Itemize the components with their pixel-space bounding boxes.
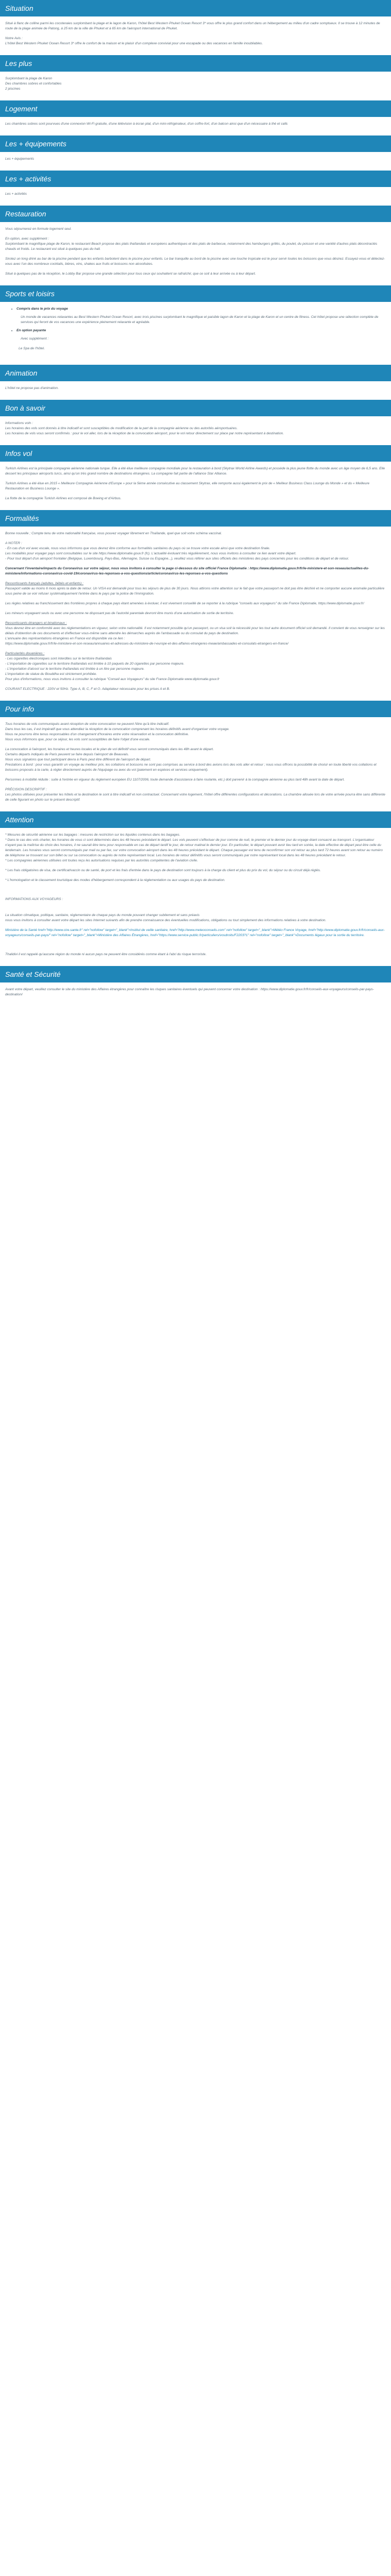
product-description [0, 0, 391, 1006]
formalites-borders: Les règles relatives au franchissement des frontières propres à chaque pays étant amenées à évoluer, il est vivement conseillé de se reporter à la rubrique "conseils aux voyageurs" du site France Diplomatie, https://www.diplomatie.gouv.fr/ [5, 602, 364, 605]
section-title-infos-vol: Infos vol [0, 445, 391, 462]
formalites-customs: Particularités douanières : - Les cigarettes électroniques sont interdites sur le territoire thaïlandais - L'importation de cigarettes sur le territoire thaïlandais est limitée à 10 paquets de 20 cigarettes par personne majeure. - L'importation d'alcool sur le territoire thaïlandais est limitée à un litre par personne majeure. L'importation de statue du Bouddha est strictement prohibée. Pour plus d'informations, nous vous invitons à consulter la rubrique "Conseil aux Voyageurs" du site France Diplomatie www.diplomatie.gouv.fr [5, 652, 220, 681]
formalites-french: Ressortissants français (adultes, bébés et enfants) : Passeport valide au moins 6 mois après la date de retour. Un VISA est demandé pour tous les séjours de plus de 30 jours. Nous attirons votre attention sur le fait que votre passeport ne doit pas être déchiré et ne comporter aucune anomalie particulière sous peine de se voir refuser systématiquement l'entrée dans le pays par la police de l'immigration. [5, 582, 385, 596]
logement-text: Les chambres sobres sont pourvues d'une connexion Wi-Fi gratuite, d'une télévision à écran plat, d'un mini-réfrigérateur, d'un coffre-fort, d'un balcon ainsi que d'un nécessaire à thé et café. [5, 122, 288, 126]
section-body-restauration [0, 222, 391, 285]
section-body-infos-vol [0, 462, 391, 510]
infos-vol-awards: Turkish Airlines a été élue en 2015 « Meilleure Compagnie Aérienne d'Europe » pour la 5ème année consécutive au classement Skytrax, elle remporte aussi également le prix de « Meilleur Business Class Lounge du Monde » et du « Meilleure Restauration en Business Lounge ». [5, 482, 370, 490]
section-body-formalites [0, 527, 391, 701]
section-body-activites [0, 187, 391, 206]
sports-paid-title: En option payante [17, 329, 46, 332]
section-title-animation: Animation [0, 365, 391, 381]
attention-fees: * Les frais obligatoires de visa, de certificat/vaccin ou de santé, de port et les frais d'entrée dans le pays de destination sont toujours à la charge du client et plus du prix du vol, du séjour ou du circuit déjà réglés. [5, 869, 321, 872]
attention-security: * Mesures de sécurité aérienne sur les bagages : mesures de restriction sur les liquides contenus dans les bagages. * Dans le cas des vols charter, les horaires de vous ci sont déterminés dans les 48 heures précédant le départ. Les vols peuvent s'effectuer de jour comme de nuit, le premier et le dernier jour du voyage étant consacré au transport. L'organisateur n'ayant pas la maîtrise du choix des horaires, il ne saurait être tenu pour responsable en cas de départ tardif le jour, de retour matinal le dernier jour. En particulier, le départ pouvant avoir lieu tard en soirée, la date effective de départ peut être celle du lendemain. Les horaires vous seront communiqués par mail ou par fax, sur votre convocation aéroport dans les 48 heures précédant le départ. Chaque passager est tenu de reconfirmer son vol retour au plus tard 72 heures avant son retour au numéro de téléphone se trouvant sur son billet ou sur sa convocation ou auprès de notre représentant local. Les horaires de retour définitifs vous seront communiqués par notre représentant local dans les 48 heures précédant le retour. * Les compagnies aériennes utilisées ont toutes reçu les autorisations requises par les autorités compétentes de l'aviation civile. [5, 833, 383, 862]
pour-info-schedules: Tous horaires de vols communiqués avant réception de votre convocation ne peuvent l'être qu'à titre indicatif. Dans tous les cas, il est impératif que vous attendiez la réception de la convocation comprenant les horaires définitifs avant d'organiser votre voyage. Nous ne pourrons être tenus responsables d'un changement d'horaires entre votre réservation et la convocation définitive. Nous vous informons que, pour ce séjour, les vols sont susceptibles de faire l'objet d'une escale. [5, 722, 230, 741]
activites-text: Les + activités [5, 192, 27, 196]
section-body-bon-a-savoir [0, 416, 391, 445]
sports-included-title: Compris dans le prix du voyage [17, 307, 68, 311]
list-item [17, 307, 386, 325]
restauration-pool-bar: Sirotez un long drink au bar de la piscine pendant que les enfants barbotent dans le piscine pour enfants. Le bar tranquille au bord de la piscine avec une touche tropicale est le pour servir toutes les boissons que vous désirez. Essayez-vous et délectez-vous avec l'un des nombreux cocktails, bières, vins, shakes aux fruits et boissons non alcoolisées. [5, 257, 385, 266]
pour-info-convocation: La convocation à l'aéroport, les horaires et heures locales et le plan de vol définitif vous seront communiqués dans les 48h avant le départ. Certains départs indiqués de Paris peuvent se faire depuis l'aéroport de Beauvais. Nous vous signalons que tout participant devra à Paris peut être différent de l'aéroport de départ. Prestations à bord : pour vous garantir un voyage au meilleur prix, les collations et boissons ne sont pas comprises au service à bord des avions lors des vols aller et retour ; nous vous offrons la possibilité de choisir en toute liberté vos collations et boissons proposés à la carte, à régler directement auprès de l'équipage ou avec du vol (paiement en espèces et services uniquement). [5, 748, 377, 772]
animation-text: L'hôtel ne propose pas d'animation. [5, 386, 59, 390]
restauration-formula: Vous séjournerez en formule logement seul. [5, 227, 72, 231]
formalites-electricity: COURANT ELECTRIQUE : 220V et 50Hz. Type A, B, C, F et O. Adaptateur nécessaire pour les prises A et B. [5, 687, 170, 691]
sports-included-text: Un monde de vacances relaxantes au Best Western Phuket Ocean Resort, avec trois piscines surplombant le magnifique et paisible lagon de Karon et la plage de Karon et un centre de fitness. Cet hôtel propose une sélection complète de services qui feront de vos vacances une expérience pleinement relaxante et agréable. [21, 315, 379, 324]
formalites-intro: Bonne nouvelle ; Compte tenu de votre nationalité française, vous pouvez voyager librement en Thaïlande, quel que soit votre schéma vaccinal. [5, 532, 222, 535]
section-body-animation [0, 381, 391, 400]
attention-terrorism: Thalidivi il est rappelé qu'aucune région du monde ni aucun pays ne peuvent être considérés comme étant à l'abri du risque terroriste. [5, 953, 207, 956]
restauration-option: En option, avec supplément : Surplombant le magnifique plage de Karon, le restaurant Beach propose des plats thaïlandais et européens authentiques et des plats de barbecue, notamment des hamburgers grillés, du poulet, du poisson et une variété d'autres plats décontractés chauds et froids. Le restaurant est situé à quelques pas du hall. [5, 237, 378, 251]
sports-list [5, 307, 386, 342]
formalites-minors: Les mineurs voyageant seuls ou avec une personne ne disposant pas de l'autorité parentale devront être munis d'une autorisation de sortie de territoire. [5, 612, 234, 615]
list-item [17, 328, 386, 342]
section-title-sports: Sports et loisirs [0, 285, 391, 302]
sports-paid-text: Avec supplément : [21, 337, 49, 341]
infos-vol-airline: Turkish Airlines est la principale compagnie aérienne nationale turque. Elle a été élue meilleure compagnie mondiale pour la restauration à bord (Skytrax World Airline Awards) et possède la plus jeune flotte du monde avec un âge moyen de 6,5 ans. Elle dessert les principaux aéroports turcs, ainsi qu'un très grand nombre de destinations étrangères. La compagnie fait partie de l'alliance Star Alliance. [5, 467, 385, 476]
section-body-logement [0, 117, 391, 135]
section-title-situation: Situation [0, 0, 391, 16]
section-title-bon-a-savoir: Bon à savoir [0, 400, 391, 416]
attention-situation: La situation climatique, politique, sanitaire, réglementaire de chaque pays du monde pouvant changer subitement et sans préavis nous vous invitons à consulter avant votre départ les sites Internet suivants afin de prendre connaissance des éventuelles modifications, obligations ou tout simplement des informations relatives à votre destination. [5, 913, 327, 922]
attention-links[interactable]: Ministère de la Santé href="http://www.cire.sante.fr" rel="nofollow" target="_blank">Institut de veille sanitaire, href="http://www.meteoconseils.com" rel="nofollow" target="_blank">Météo France Voyage, href="http://www.diplomatie.gouv.fr/fr/conseils-aux-voyageurs/conseils-par-pays/" rel="nofollow" target="_blank">Ministère des Affaires Étrangères, href="https://www.service-public.fr/particuliers/vosdroits/F2203?1" rel="nofollow" target="_blank">Documents légaux pour la sortie du territoire. [5, 928, 385, 937]
pour-info-pmr: Personnes à mobilité réduite : suite à l'entrée en vigueur du règlement européen EU 1107/2006, toute demande d'assistance à faire roulante, etc.) doit parvenir à la compagnie aérienne au plus tard 48h avant la date de départ. [5, 778, 345, 782]
section-title-sante: Santé et Sécurité [0, 966, 391, 982]
sante-text: Avant votre départ, veuillez consulter le site du ministère des Affaires étrangères pour connaître les risques sanitaires éventuels qui peuvent concerner votre destination : https://www.diplomatie.gouv.fr/fr/conseils-aux-voyageurs/conseils-par-pays-destination/ [5, 988, 374, 996]
bon-a-savoir-text: Informations voln : Les horaires des vols sont donnés à titre indicatif et sont susceptibles de modification de la part de la compagnie aérienne ou des autorités aéroportuaires. Les horaires de vols vous seront confirmés : pour le vol aller, lors de la réception de la convocation aéroport, pour le vol retour directement sur place par notre représentant à destination. [5, 421, 284, 435]
section-body-situation [0, 16, 391, 55]
section-title-pour-info: Pour info [0, 701, 391, 717]
situation-opinion: Notre Avis : L'hôtel Best Western Phuket Ocean Resort 3* offre le confort de la maison et le plaisir d'un complexe convivial pour une escapade ou des vacances en famille inoubliables. [5, 37, 263, 45]
pour-info-precision: PRÉCISION DESCRIPTIF : Les photos utilisées pour présenter les hôtels et la destination le sont à titre indicatif et non contractuel. Concernant votre logement, l'hôtel offre différentes configurations et décorations. La chambre allouée lors de votre arrivée pourra être sans différente de celle figurant en photo sur le présent descriptif. [5, 788, 385, 802]
section-title-formalites: Formalités [0, 510, 391, 527]
sports-spa: Le Spa de l'hôtel. [19, 347, 45, 350]
section-title-attention: Attention [0, 811, 391, 828]
restauration-lobby-bar: Situé à quelques pas de la réception, le Lobby Bar propose une grande sélection pour tous ceux qui souhaitent se rafraîchir, que ce soit à leur arrivée ou à leur départ. [5, 272, 256, 276]
formalites-covid-link[interactable]: Concernant l'inventaire/impacts du Coronavirus sur votre séjour, nous vous invitons à consulter la page ci-dessous du site officiel France Diplomatie : https://www.diplomatie.gouv.fr/fr/le-ministere-et-son-reseau/actualites-du-ministere/informations-coronavirus-covid-19/coronavirus-les-reponses-a-vos-questions/article/coronavirus-les-reponses-a-vos-questions [5, 567, 369, 575]
section-title-les-plus: Les plus [0, 55, 391, 72]
section-title-equipements: Les + équipements [0, 135, 391, 152]
section-body-les-plus [0, 72, 391, 100]
formalites-note: A NOTER : - En cas d'un vol avec escale, nous vous informons que vous devrez être conforme aux formalités sanitaires du pays où se trouve votre escale ainsi que votre destination finale. Les modalités pour voyager pays sont consultables sur le site https://www.diplomatie.gouv.fr (fc). L'actualité évoluant très régulièrement, nous vous invitons à consulter ce lien avant votre départ. - Pour tout départ d'un aéroport frontalier (Belgique, Luxembourg, Pays-Bas, Allemagne, Suisse ou Espagne...), veuillez vous référer aux sites officiels des ministères des pays concernés pour les conditions de départ et de retour. [5, 541, 349, 561]
infos-vol-fleet: La flotte de la compagnie Turkish Airlines est composé de Boeing et d'Airbus. [5, 497, 122, 500]
section-title-restauration: Restauration [0, 206, 391, 222]
section-body-equipements [0, 152, 391, 171]
equipements-text: Les + équipements [5, 157, 34, 161]
formalites-foreigners: Ressortissants étrangers et binationaux : Vous devrez être en conformité avec les réglementations en vigueur, selon votre nationalité. Il est notamment possible qu'un passeport, ou un visa soit la nécessité pour les tout autre document officiel soit demandé. Il convient de vous renseigner sur les délais d'obtention de ces documents et d'effectuer vous-même sans attendre les démarches auprès de l'ambassade ou du consulat du pays de destination. L'annuaire des représentations étrangères en France est disponible via ce lien : https://www.diplomatie.gouv.fr/fr/le-ministere-et-son-reseau/annuaires-et-adresses-du-ministere-de-l-europe-et-des-affaires-etrangeres-meae/ambassades-et-consulats-etrangers-en-france/ [5, 621, 385, 646]
section-body-sante [0, 982, 391, 1006]
section-title-logement: Logement [0, 100, 391, 117]
section-body-sports [0, 302, 391, 365]
section-body-pour-info [0, 717, 391, 811]
section-title-activites: Les + activités [0, 171, 391, 187]
situation-text: Situé à flanc de colline parmi les cocoteraies surplombant la plage et le lagon de Karon, l'hôtel Best Western Phuket Ocean Resort 3* vous offre le plus grand confort dans un hébergement au milieu d'un cadre somptueux. Il se trouve à 12 minutes de route de la plage animée de Patong, à 25 km de la ville de Phuket et à 65 km de l'aéroport international de Phuket. [5, 22, 380, 30]
les-plus-list: Surplombant la plage de Karon Des chambres sobres et confortables 2 piscines [5, 77, 62, 91]
section-body-attention [0, 828, 391, 966]
attention-travellers-info: INFORMATIONS AUX VOYAGEURS : [5, 897, 63, 901]
attention-classification: * L'homologation et le classement touristique des modes d'hébergement correspondent à la réglementation ou aux usages du pays de destination. [5, 878, 225, 882]
